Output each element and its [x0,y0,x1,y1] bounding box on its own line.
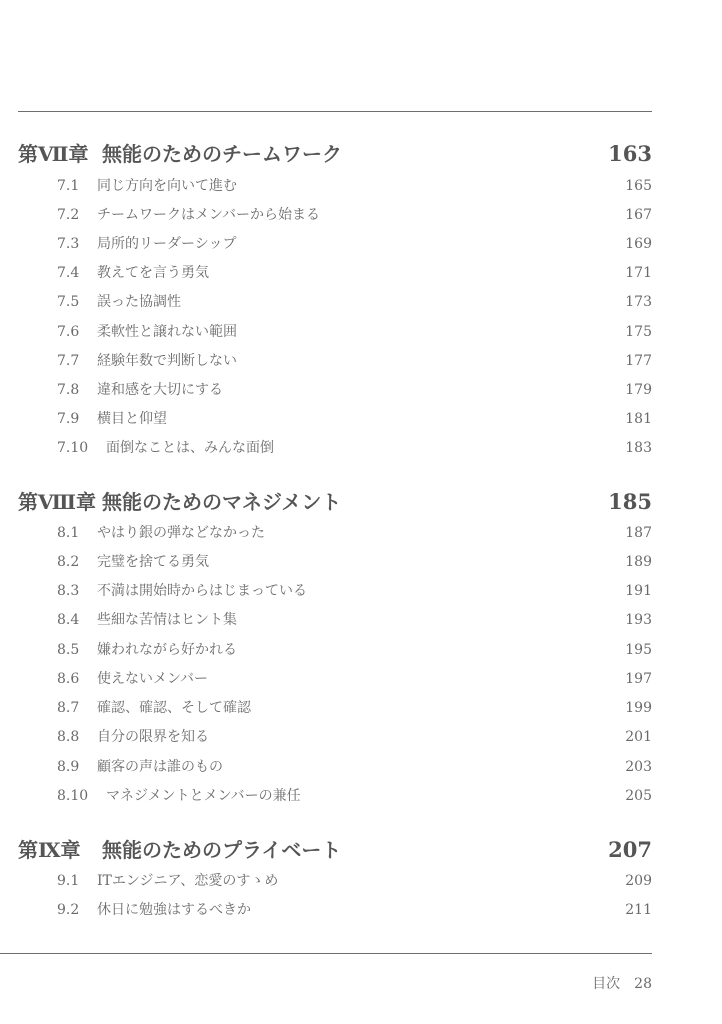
chapter-heading[interactable] [18,490,652,514]
footer-label: 目次 [592,976,621,992]
section-page: 177 [625,353,652,369]
section-number: 7.5 [57,294,80,310]
chapter-label: 第Ⅶ章 [18,142,89,166]
section-page: 171 [625,265,652,281]
chapter-label: 第Ⅷ章 [18,490,96,514]
section-page: 197 [625,671,652,687]
chapter-heading[interactable] [18,142,652,166]
chapter-page: 185 [608,489,652,514]
section-page: 211 [625,902,652,918]
section-title: 完璧を捨てる勇気 [97,554,209,570]
section-title: 違和感を大切にする [97,382,223,398]
section-number: 8.10 [57,788,89,804]
section-title: 経験年数で判断しない [97,353,237,369]
top-rule [18,111,652,112]
section-number: 8.8 [57,729,80,745]
section-title: やはり銀の弾などなかった [97,525,265,541]
section-title: 使えないメンバー [97,671,209,687]
section-number: 9.2 [57,902,80,918]
page-footer [592,973,652,993]
section-page: 191 [625,583,652,599]
toc-entry[interactable] [18,552,652,572]
section-title: 教えてを言う勇気 [97,265,209,281]
toc-entry[interactable] [18,263,652,283]
section-number: 8.7 [57,700,80,716]
chapter-title: 無能のためのプライベート [102,838,342,862]
section-page: 193 [625,612,652,628]
chapter-title: 無能のためのマネジメント [102,490,342,514]
section-title: 顧客の声は誰のもの [97,759,223,775]
section-number: 7.8 [57,382,80,398]
section-number: 8.2 [57,554,80,570]
toc-entry[interactable] [18,786,652,806]
section-number: 8.3 [57,583,80,599]
section-title: 自分の限界を知る [97,729,209,745]
chapter-heading[interactable] [18,838,652,862]
section-number: 7.1 [57,178,80,194]
section-number: 7.9 [57,411,80,427]
section-number: 7.10 [57,440,89,456]
section-page: 201 [625,729,652,745]
section-page: 167 [625,207,652,223]
toc-entry[interactable] [18,640,652,660]
section-title: 横目と仰望 [97,411,167,427]
section-page: 195 [625,642,652,658]
toc-entry[interactable] [18,176,652,196]
section-number: 7.7 [57,353,80,369]
section-number: 7.3 [57,236,80,252]
section-number: 7.4 [57,265,80,281]
toc-entry[interactable] [18,871,652,891]
section-title: 些細な苦情はヒント集 [97,612,237,628]
toc-entry[interactable] [18,409,652,429]
chapter-title: 無能のためのチームワーク [102,142,342,166]
section-page: 199 [625,700,652,716]
section-title: 柔軟性と譲れない範囲 [97,324,237,340]
section-title: ITエンジニア、恋愛のすゝめ [97,873,279,889]
section-number: 9.1 [57,873,80,889]
toc-entry[interactable] [18,610,652,630]
toc-entry[interactable] [18,698,652,718]
toc-entry[interactable] [18,757,652,777]
toc-entry[interactable] [18,351,652,371]
toc-entry[interactable] [18,581,652,601]
section-page: 189 [625,554,652,570]
section-title: 誤った協調性 [97,294,181,310]
section-page: 205 [625,788,652,804]
section-page: 179 [625,382,652,398]
chapter-page: 163 [608,141,652,166]
section-number: 7.6 [57,324,80,340]
toc-entry[interactable] [18,900,652,920]
chapter-label: 第Ⅸ章 [18,838,81,862]
section-title: 同じ方向を向いて進む [97,178,237,194]
toc-entry[interactable] [18,234,652,254]
section-title: チームワークはメンバーから始まる [97,207,321,223]
section-number: 7.2 [57,207,80,223]
toc-entry[interactable] [18,438,652,458]
section-title: 休日に勉強はするべきか [97,902,251,918]
section-title: マネジメントとメンバーの兼任 [106,788,301,804]
section-number: 8.9 [57,759,80,775]
section-number: 8.4 [57,612,80,628]
page-number: 28 [634,976,652,992]
chapter-page: 207 [608,837,652,862]
toc-entry[interactable] [18,292,652,312]
toc-entry[interactable] [18,523,652,543]
section-page: 165 [625,178,652,194]
section-page: 175 [625,324,652,340]
toc-entry[interactable] [18,727,652,747]
section-number: 8.6 [57,671,80,687]
toc-entry[interactable] [18,205,652,225]
section-page: 169 [625,236,652,252]
section-title: 不満は開始時からはじまっている [97,583,307,599]
toc-entry[interactable] [18,380,652,400]
section-page: 173 [625,294,652,310]
toc-entry[interactable] [18,322,652,342]
section-page: 187 [625,525,652,541]
section-number: 8.1 [57,525,80,541]
section-title: 面倒なことは、みんな面倒 [106,440,274,456]
section-title: 局所的リーダーシップ [97,236,237,252]
section-page: 183 [625,440,652,456]
toc-entry[interactable] [18,669,652,689]
section-title: 嫌われながら好かれる [97,642,237,658]
section-page: 209 [625,873,652,889]
section-page: 181 [625,411,652,427]
section-title: 確認、確認、そして確認 [97,700,251,716]
bottom-rule [0,953,652,954]
section-number: 8.5 [57,642,80,658]
section-page: 203 [625,759,652,775]
